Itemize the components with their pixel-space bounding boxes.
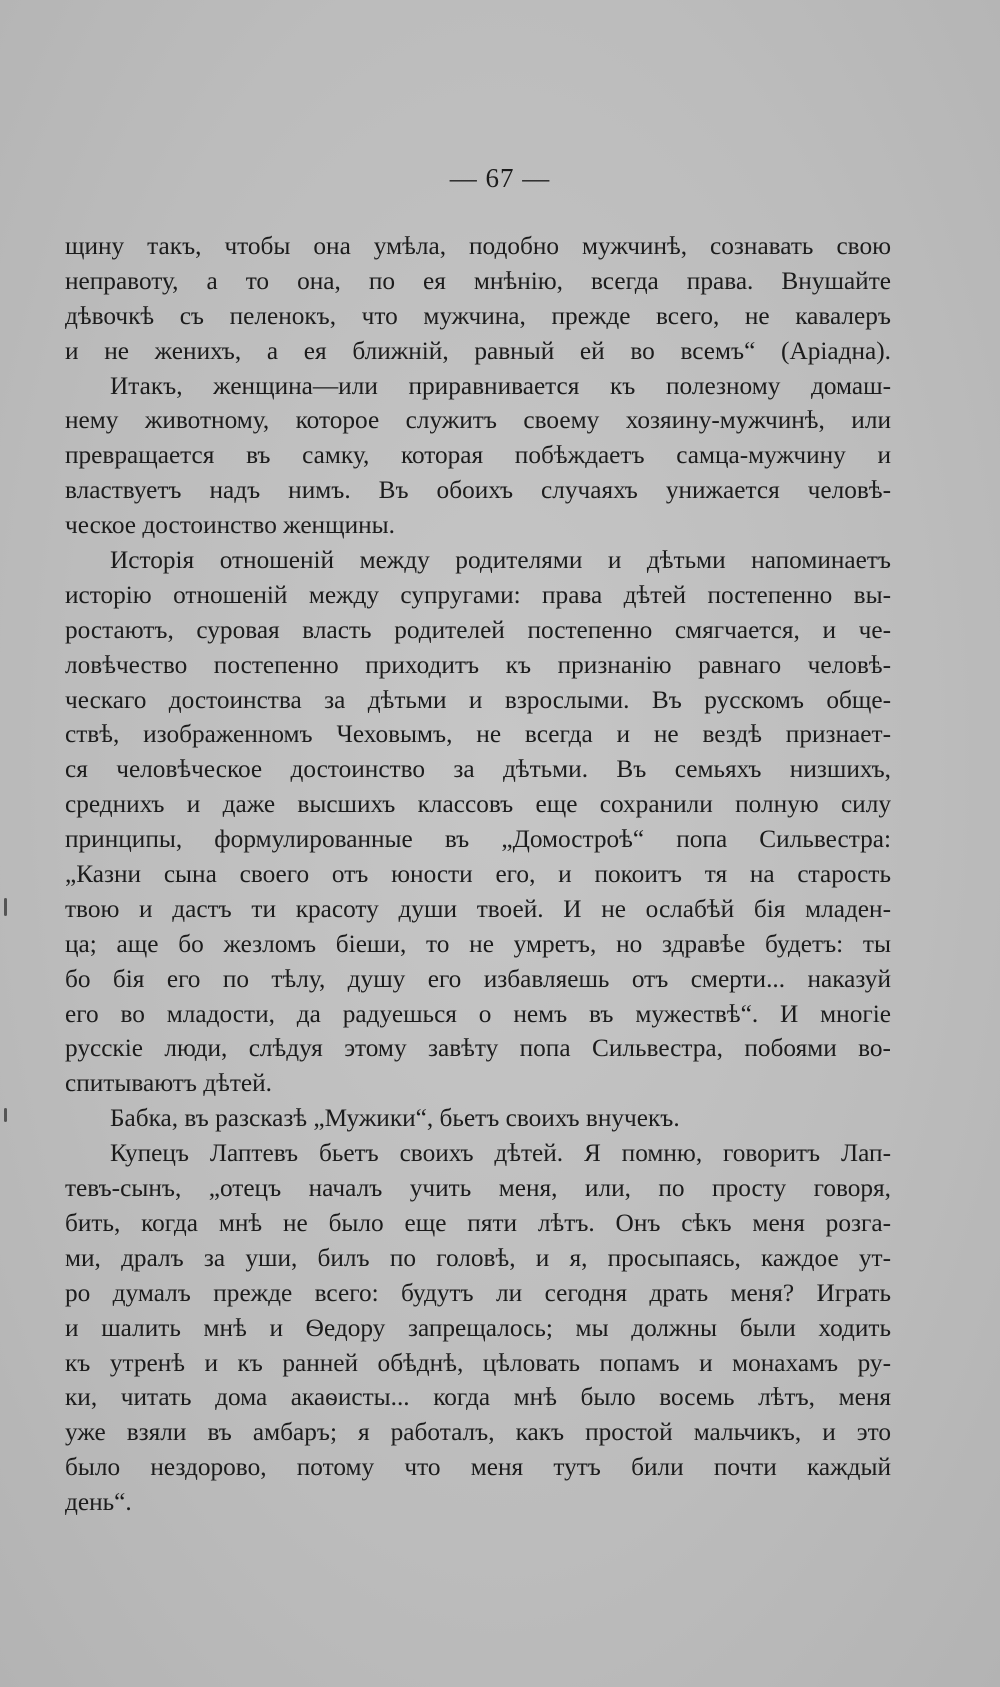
text-line: твою и дастъ ти красоту души твоей. И не ослабѣй бія младен-: [65, 894, 891, 923]
text-line: ствѣ, изображенномъ Чеховымъ, не всегда и не вездѣ признает-: [65, 720, 891, 749]
text-line: исторію отношеній между супругами: права дѣтей постепенно вы-: [65, 580, 891, 609]
text-line: было нездорово, потому что меня тутъ били почти каждый: [65, 1453, 891, 1482]
text-line: къ утренѣ и къ ранней обѣднѣ, цѣловать попамъ и монахамъ ру-: [65, 1348, 891, 1377]
text-line: Бабка, въ разсказѣ „Мужики“, бьетъ своихъ внучекъ.: [110, 1104, 680, 1133]
text-line: русскіе люди, слѣдуя этому завѣту попа Сильвестра, побоями во-: [65, 1034, 891, 1063]
text-line: ческое достоинство женщины.: [65, 511, 395, 540]
text-line: превращается въ самку, которая побѣждаетъ самца-мужчину и: [65, 441, 891, 470]
text-line: день“.: [65, 1488, 132, 1517]
text-line: принципы, формулированные въ „Домостроѣ“ попа Сильвестра:: [65, 825, 891, 854]
text-line: среднихъ и даже высшихъ классовъ еще сохранили полную силу: [65, 790, 891, 819]
text-line: ческаго достоинства за дѣтьми и взрослыми. Въ русскомъ обще-: [65, 685, 891, 714]
text-line: уже взяли въ амбаръ; я работалъ, какъ простой мальчикъ, и это: [65, 1418, 891, 1447]
text-line: бо бія его по тѣлу, душу его избавляешь отъ смерти... наказуй: [65, 964, 891, 993]
text-line: ся человѣческое достоинство за дѣтьми. Въ семьяхъ низшихъ,: [65, 755, 891, 784]
text-line: ловѣчество постепенно приходитъ къ признанію равнаго человѣ-: [65, 650, 891, 679]
text-line: нему животному, которое служитъ своему хозяину-мужчинѣ, или: [65, 406, 891, 435]
text-line: Исторія отношеній между родителями и дѣтьми напоминаетъ: [110, 546, 891, 575]
text-line: ми, дралъ за уши, билъ по головѣ, и я, просыпаясь, каждое ут-: [65, 1243, 891, 1272]
text-line: тевъ-сынъ, „отецъ началъ учить меня, или, по просту говоря,: [65, 1174, 891, 1203]
text-line: „Казни сына своего отъ юности его, и покоитъ тя на старость: [65, 860, 891, 889]
text-line: бить, когда мнѣ не было еще пяти лѣтъ. Онъ сѣкъ меня розга-: [65, 1208, 891, 1237]
text-line: его во младости, да радуешься о немъ въ мужествѣ“. И многіе: [65, 999, 891, 1028]
text-line: ки, читать дома акаѳисты... когда мнѣ было восемь лѣтъ, меня: [65, 1383, 891, 1412]
text-line: неправоту, а то она, по ея мнѣнію, всегда права. Внушайте: [65, 266, 891, 295]
body-text: [65, 229, 891, 1520]
text-line: ца; аще бо жезломъ біеши, то не умретъ, но здравѣе будетъ: ты: [65, 929, 891, 958]
text-line: щину такъ, чтобы она умѣла, подобно мужчинѣ, сознавать свою: [65, 232, 891, 260]
margin-mark: [4, 1108, 7, 1122]
margin-mark: [4, 898, 7, 916]
text-line: Купецъ Лаптевъ бьетъ своихъ дѣтей. Я помню, говоритъ Лап-: [110, 1139, 891, 1168]
text-line: спитываютъ дѣтей.: [65, 1069, 272, 1098]
text-line: и шалить мнѣ и Ѳедору запрещалось; мы должны были ходить: [65, 1313, 891, 1342]
page-number: — 67 —: [449, 163, 551, 193]
text-line: ро думалъ прежде всего: будутъ ли сегодня драть меня? Играть: [65, 1278, 891, 1307]
text-line: дѣвочкѣ съ пеленокъ, что мужчина, прежде всего, не кавалеръ: [65, 301, 891, 330]
text-line: ростаютъ, суровая власть родителей постепенно смягчается, и че-: [65, 615, 891, 644]
text-line: Итакъ, женщина—или приравнивается къ полезному домаш-: [110, 371, 891, 400]
text-line: и не женихъ, а ея ближній, равный ей во всемъ“ (Аріадна).: [65, 336, 891, 365]
text-line: властвуетъ надъ нимъ. Въ обоихъ случаяхъ унижается человѣ-: [65, 476, 891, 505]
